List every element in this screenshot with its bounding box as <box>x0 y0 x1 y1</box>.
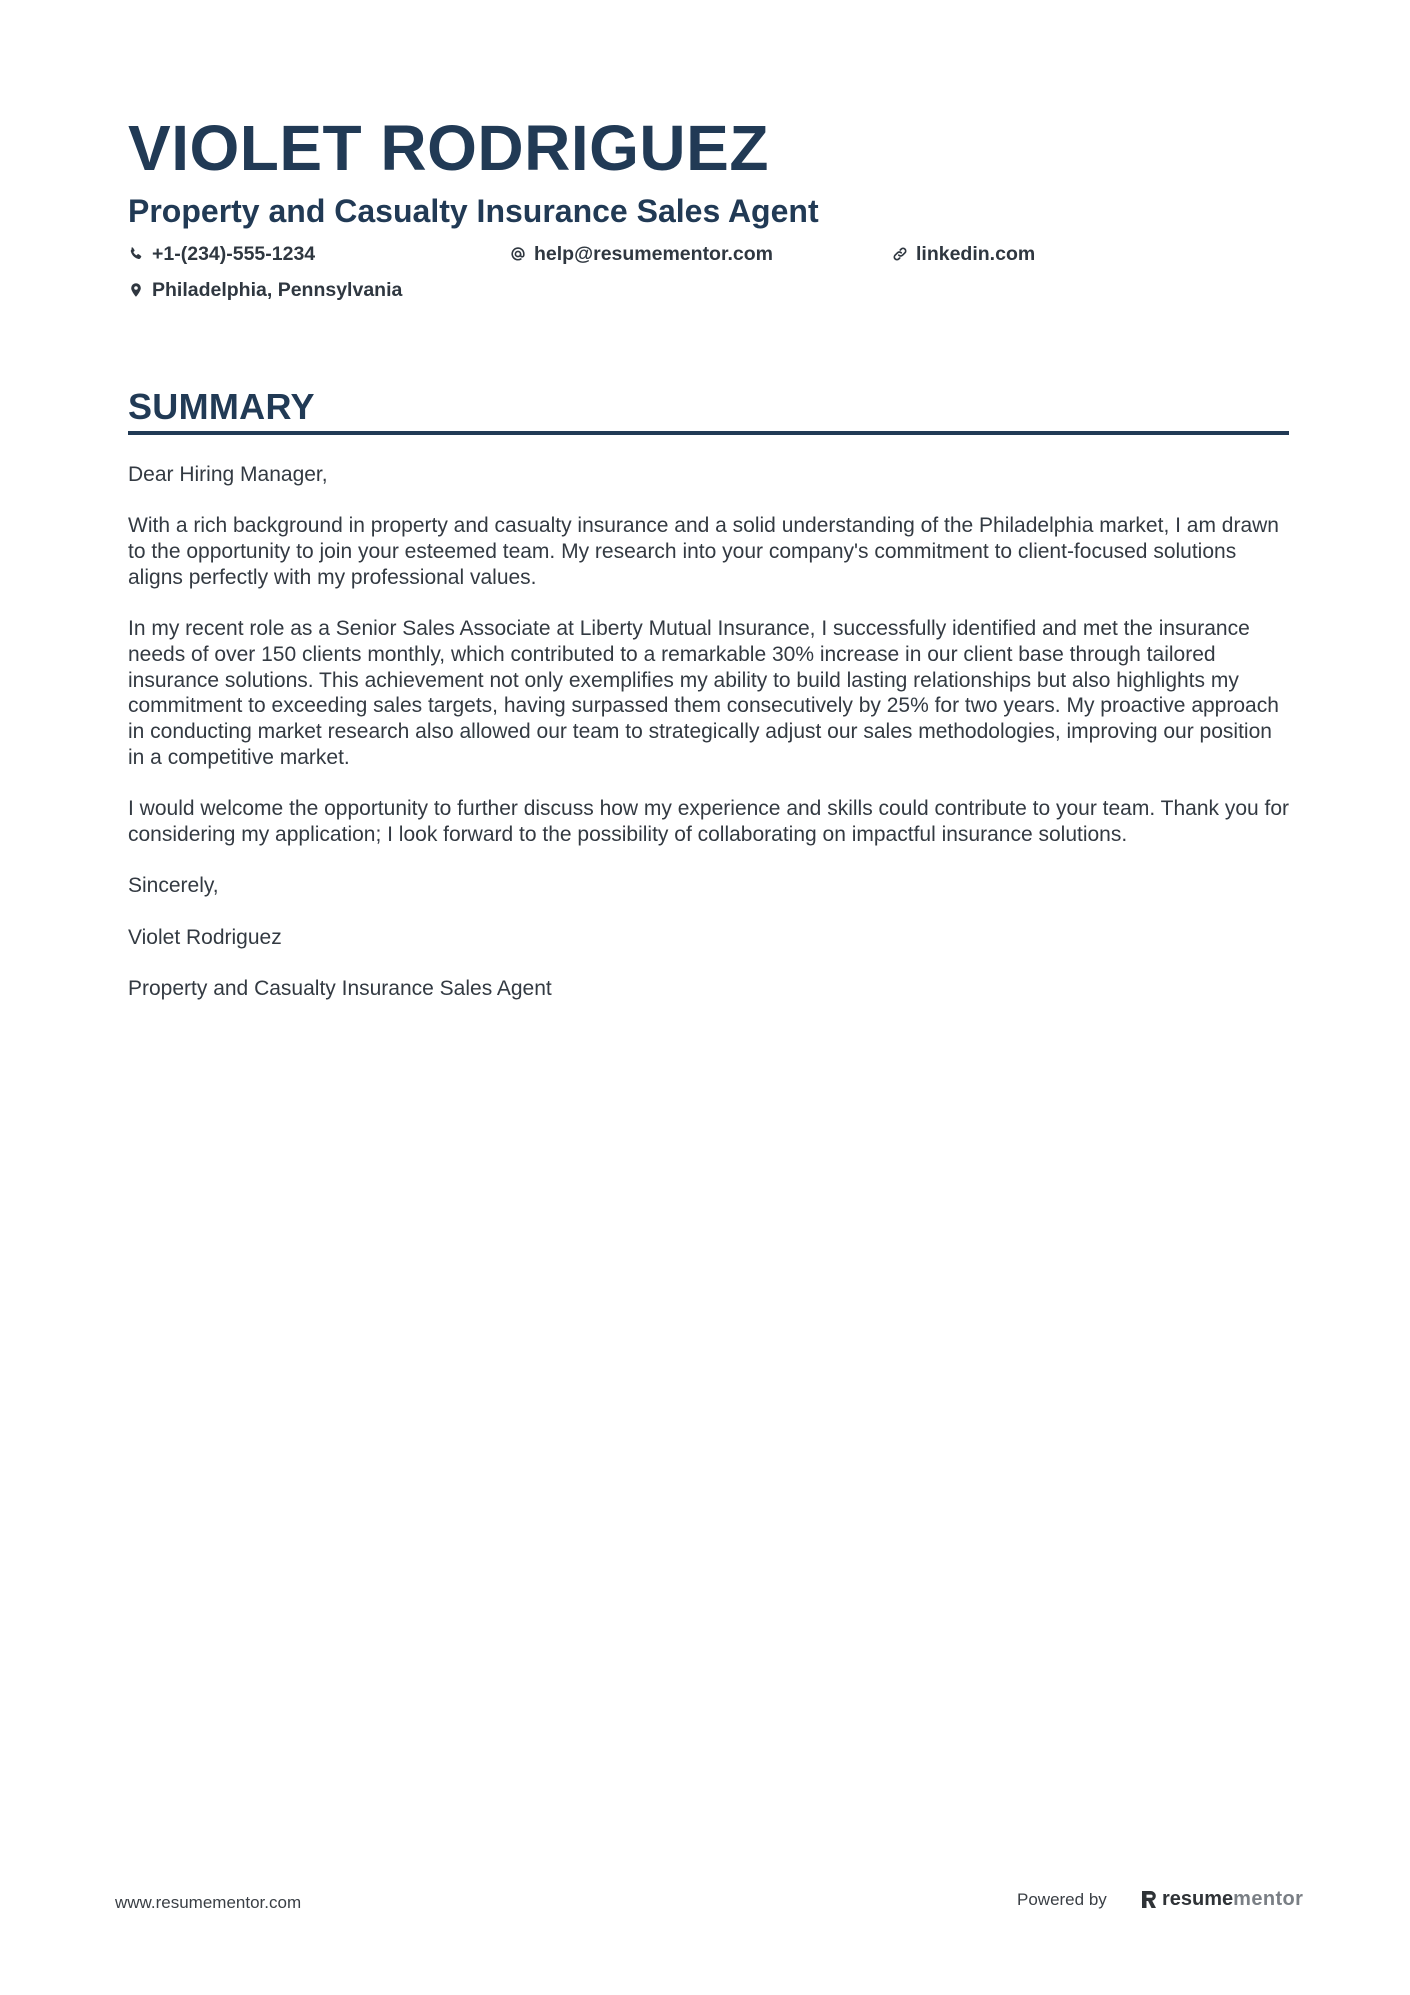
summary-heading: SUMMARY <box>128 386 315 427</box>
salutation: Dear Hiring Manager, <box>128 463 328 486</box>
paragraph-2: In my recent role as a Senior Sales Associate at Liberty Mutual Insurance, I successfully identified and met the insurance needs of over 150 clients monthly, which contributed to a remarkable 30% increase in our client base through tailored insurance solutions. This achievement not only exemplifies my ability to build lasting relationships but also highlights my commitment to exceeding sales targets, having surpassed them consecutively by 25% for two years. My proactive approach in conducting market research also allowed our team to strategically adjust our sales methodologies, improving our position in a competitive market. <box>128 617 1279 769</box>
section-divider <box>128 431 1289 435</box>
brand-word-resume: resume <box>1162 1887 1234 1910</box>
phone-icon <box>128 246 144 262</box>
at-icon <box>510 246 526 262</box>
map-pin-icon <box>128 282 144 298</box>
signature-name: Violet Rodriguez <box>128 925 282 949</box>
footer-powered-by: Powered by <box>1017 1890 1107 1909</box>
contact-linkedin <box>892 240 1035 268</box>
brand-mark-icon <box>1140 1888 1158 1910</box>
signature-title: Property and Casualty Insurance Sales Agent <box>128 976 552 1000</box>
contact-location <box>128 276 402 304</box>
letter-body <box>128 462 1292 1027</box>
location-text: Philadelphia, Pennsylvania <box>152 278 403 301</box>
candidate-name: VIOLET RODRIGUEZ <box>128 112 769 184</box>
email-text[interactable]: help@resumementor.com <box>534 242 773 265</box>
linkedin-text[interactable]: linkedin.com <box>916 242 1036 265</box>
brand-word-mentor: mentor <box>1233 1887 1304 1910</box>
footer-website[interactable]: www.resumementor.com <box>115 1893 302 1912</box>
paragraph-3: I would welcome the opportunity to further discuss how my experience and skills could contribute to your team. Thank you for considering my application; I look forward to the possibility of collaborating on impactful insurance solutions. <box>128 797 1290 846</box>
phone-text: +1-(234)-555-1234 <box>152 242 316 265</box>
link-icon <box>892 246 908 262</box>
candidate-job-title: Property and Casualty Insurance Sales Agent <box>128 193 819 229</box>
brand-logo[interactable] <box>1140 1885 1303 1913</box>
paragraph-1: With a rich background in property and casualty insurance and a solid understanding of the Philadelphia market, I am drawn to the opportunity to join your esteemed team. My research into your company's commitment to client-focused solutions aligns perfectly with my professional values. <box>128 514 1279 589</box>
closing: Sincerely, <box>128 874 219 898</box>
contact-phone <box>128 240 315 268</box>
contact-email <box>510 240 773 268</box>
